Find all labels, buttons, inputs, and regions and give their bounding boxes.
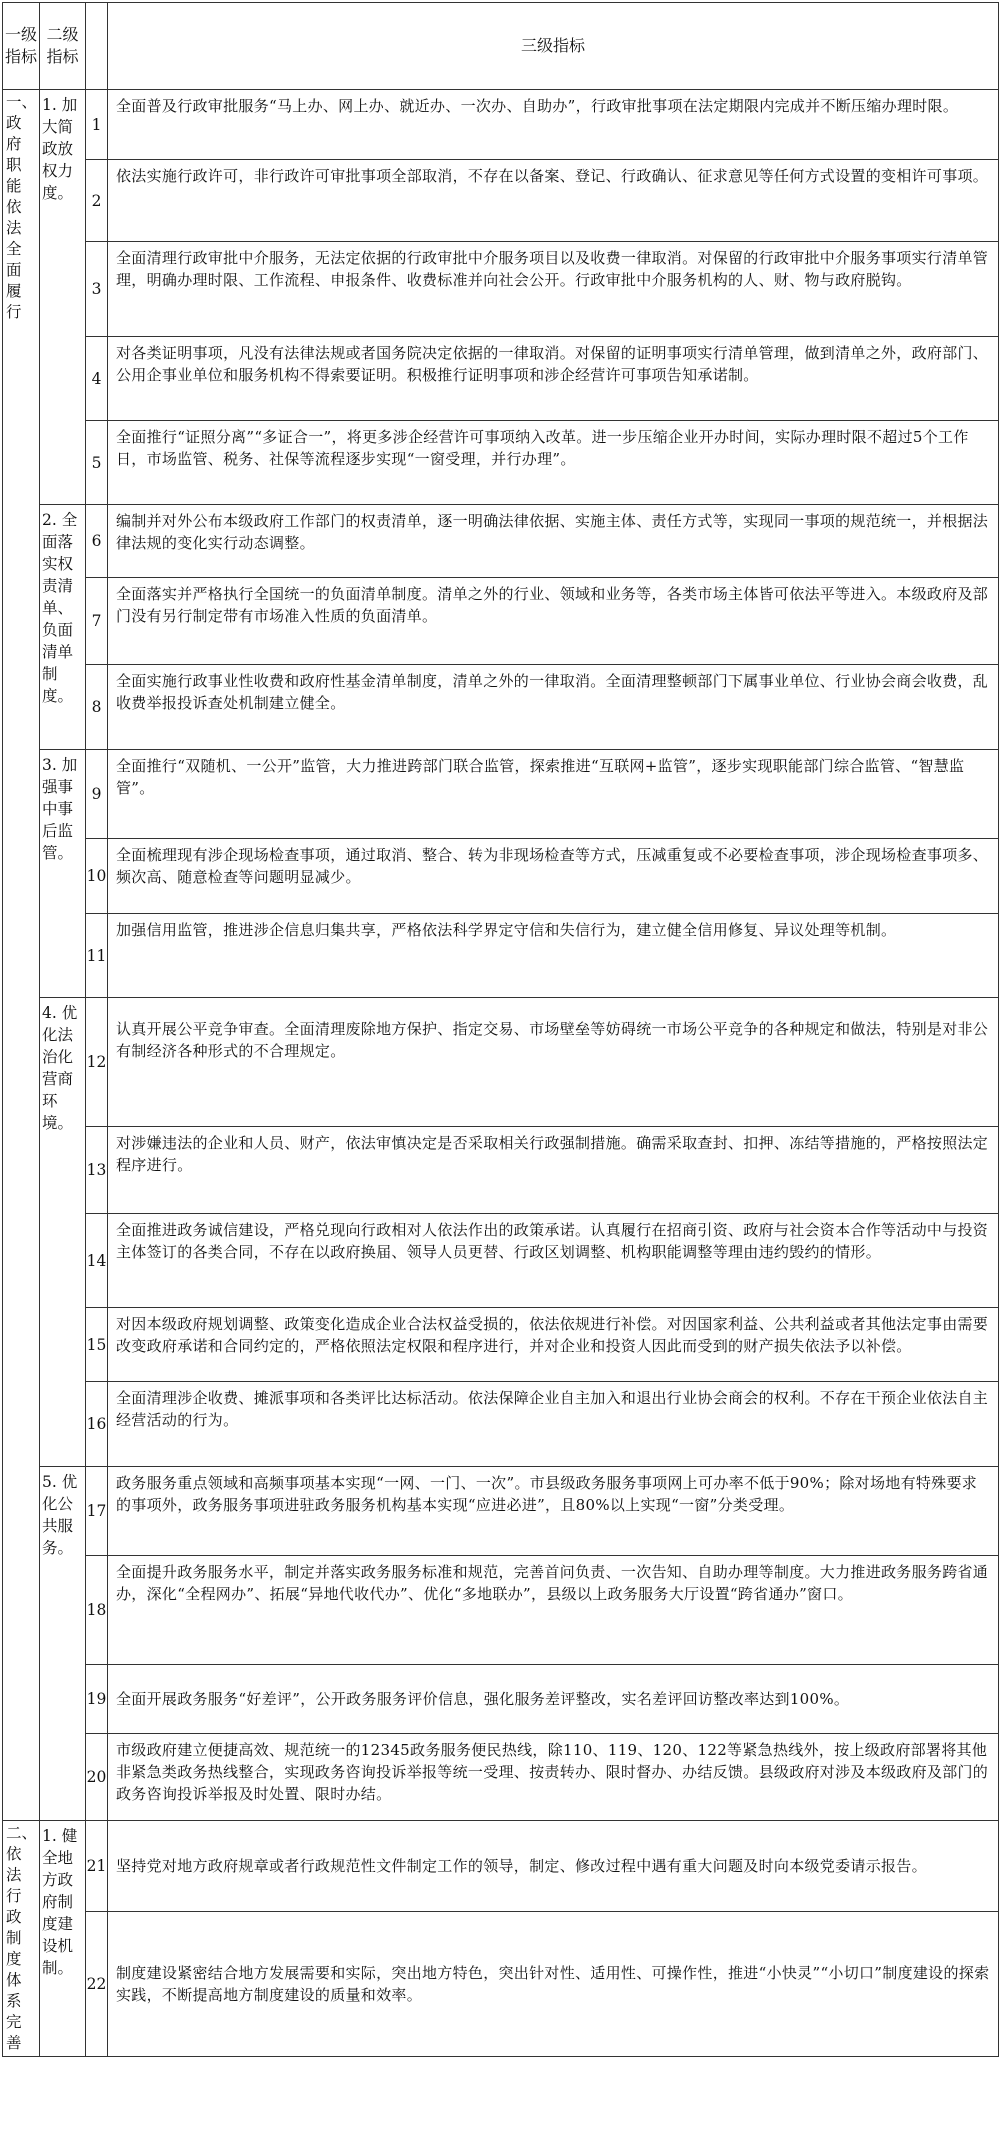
row-text: 认真开展公平竞争审查。全面清理废除地方保护、指定交易、市场壁垒等妨碍统一市场公平竞争的各种规定和做法，特别是对非公有制经济各种形式的不合理规定。 <box>108 998 999 1127</box>
row-number: 5 <box>86 421 108 505</box>
table-row <box>3 1911 999 2056</box>
row-number: 4 <box>86 337 108 421</box>
row-number: 9 <box>86 750 108 839</box>
row-text: 全面开展政务服务“好差评”，公开政务服务评价信息，强化服务差评整改，实名差评回访整改率达到100%。 <box>108 1665 999 1734</box>
header-number <box>86 3 108 90</box>
row-number: 14 <box>86 1214 108 1308</box>
row-text: 全面提升政务服务水平，制定并落实政务服务标准和规范，完善首问负责、一次告知、自助办理等制度。大力推进政务服务跨省通办，深化“全程网办”、拓展“异地代收代办”、优化“多地联办”，县级以上政务服务大厅设置“跨省通办”窗口。 <box>108 1556 999 1665</box>
row-number: 21 <box>86 1821 108 1912</box>
table-row <box>3 160 999 242</box>
table-row <box>3 1467 999 1556</box>
row-number: 3 <box>86 242 108 337</box>
table-row <box>3 1127 999 1214</box>
table-row <box>3 1734 999 1821</box>
level2-cell: 3. 加强事中事后监管。 <box>40 750 86 998</box>
row-text: 全面推行“双随机、一公开”监管，大力推进跨部门联合监管，探索推进“互联网+监管”，逐步实现职能部门综合监管、“智慧监管”。 <box>108 750 999 839</box>
table-row <box>3 1382 999 1467</box>
row-number: 13 <box>86 1127 108 1214</box>
header-level3: 三级指标 <box>108 3 999 90</box>
table-row <box>3 505 999 578</box>
row-text: 全面清理行政审批中介服务，无法定依据的行政审批中介服务项目以及收费一律取消。对保留的行政审批中介服务事项实行清单管理，明确办理时限、工作流程、申报条件、收费标准并向社会公开。行政审批中介服务机构的人、财、物与政府脱钩。 <box>108 242 999 337</box>
table-row <box>3 839 999 914</box>
row-number: 17 <box>86 1467 108 1556</box>
table-row <box>3 242 999 337</box>
level2-cell: 2. 全面落实权责清单、负面清单制度。 <box>40 505 86 750</box>
row-text: 政务服务重点领域和高频事项基本实现“一网、一门、一次”。市县级政务服务事项网上可办率不低于90%；除对场地有特殊要求的事项外，政务服务事项进驻政务服务机构基本实现“应进必进”，且80%以上实现“一窗”分类受理。 <box>108 1467 999 1556</box>
row-text: 全面推行“证照分离”“多证合一”，将更多涉企经营许可事项纳入改革。进一步压缩企业开办时间，实际办理时限不超过5个工作日，市场监管、税务、社保等流程逐步实现“一窗受理，并行办理”。 <box>108 421 999 505</box>
row-text: 全面清理涉企收费、摊派事项和各类评比达标活动。依法保障企业自主加入和退出行业协会商会的权利。不存在干预企业依法自主经营活动的行为。 <box>108 1382 999 1467</box>
row-number: 12 <box>86 998 108 1127</box>
row-text: 全面落实并严格执行全国统一的负面清单制度。清单之外的行业、领域和业务等，各类市场主体皆可依法平等进入。本级政府及部门没有另行制定带有市场准入性质的负面清单。 <box>108 578 999 665</box>
indicator-table <box>2 2 999 2057</box>
row-text: 对涉嫌违法的企业和人员、财产，依法审慎决定是否采取相关行政强制措施。确需采取查封、扣押、冻结等措施的，严格按照法定程序进行。 <box>108 1127 999 1214</box>
row-text: 对因本级政府规划调整、政策变化造成企业合法权益受损的，依法依规进行补偿。对因国家利益、公共利益或者其他法定事由需要改变政府承诺和合同约定的，严格依照法定权限和程序进行，并对企业和投资人因此而受到的财产损失依法予以补偿。 <box>108 1308 999 1382</box>
row-text: 坚持党对地方政府规章或者行政规范性文件制定工作的领导，制定、修改过程中遇有重大问题及时向本级党委请示报告。 <box>108 1821 999 1912</box>
table-row <box>3 998 999 1127</box>
level2-cell: 4. 优化法治化营商环境。 <box>40 998 86 1467</box>
level1-cell: 二、依法行政制度体系完善 <box>3 1821 40 2057</box>
row-number: 8 <box>86 665 108 750</box>
row-number: 16 <box>86 1382 108 1467</box>
header-level1: 一级指标 <box>3 3 40 90</box>
table-row <box>3 421 999 505</box>
row-text: 全面推进政务诚信建设，严格兑现向行政相对人依法作出的政策承诺。认真履行在招商引资、政府与社会资本合作等活动中与投资主体签订的各类合同，不存在以政府换届、领导人员更替、行政区划调整、机构职能调整等理由违约毁约的情形。 <box>108 1214 999 1308</box>
row-number: 10 <box>86 839 108 914</box>
table-row <box>3 750 999 839</box>
table-row <box>3 914 999 998</box>
row-text: 加强信用监管，推进涉企信息归集共享，严格依法科学界定守信和失信行为，建立健全信用修复、异议处理等机制。 <box>108 914 999 998</box>
row-text: 全面普及行政审批服务“马上办、网上办、就近办、一次办、自助办”，行政审批事项在法定期限内完成并不断压缩办理时限。 <box>108 90 999 160</box>
row-number: 11 <box>86 914 108 998</box>
row-text: 对各类证明事项，凡没有法律法规或者国务院决定依据的一律取消。对保留的证明事项实行清单管理，做到清单之外，政府部门、公用企事业单位和服务机构不得索要证明。积极推行证明事项和涉企经营许可事项告知承诺制。 <box>108 337 999 421</box>
table-row <box>3 1821 999 1912</box>
level2-cell: 5. 优化公共服务。 <box>40 1467 86 1821</box>
table-row <box>3 1214 999 1308</box>
row-number: 19 <box>86 1665 108 1734</box>
table-row <box>3 1665 999 1734</box>
level2-cell: 1. 健全地方政府制度建设机制。 <box>40 1821 86 2057</box>
row-number: 22 <box>86 1911 108 2056</box>
table-row <box>3 1308 999 1382</box>
table-row <box>3 1556 999 1665</box>
level1-cell: 一、政府职能依法全面履行 <box>3 90 40 1821</box>
row-number: 20 <box>86 1734 108 1821</box>
row-number: 15 <box>86 1308 108 1382</box>
level2-cell: 1. 加大简政放权力度。 <box>40 90 86 505</box>
row-number: 6 <box>86 505 108 578</box>
header-level2: 二级指标 <box>40 3 86 90</box>
row-number: 2 <box>86 160 108 242</box>
table-row <box>3 665 999 750</box>
table-row <box>3 90 999 160</box>
row-text: 全面梳理现有涉企现场检查事项，通过取消、整合、转为非现场检查等方式，压减重复或不必要检查事项，涉企现场检查事项多、频次高、随意检查等问题明显减少。 <box>108 839 999 914</box>
row-text: 市级政府建立便捷高效、规范统一的12345政务服务便民热线，除110、119、120、122等紧急热线外，按上级政府部署将其他非紧急类政务热线整合，实现政务咨询投诉举报等统一受理、按责转办、限时督办、办结反馈。县级政府对涉及本级政府及部门的政务咨询投诉举报及时处置、限时办结。 <box>108 1734 999 1821</box>
row-number: 18 <box>86 1556 108 1665</box>
header-row <box>3 3 999 90</box>
row-number: 7 <box>86 578 108 665</box>
row-text: 全面实施行政事业性收费和政府性基金清单制度，清单之外的一律取消。全面清理整顿部门下属事业单位、行业协会商会收费，乱收费举报投诉查处机制建立健全。 <box>108 665 999 750</box>
table-row <box>3 578 999 665</box>
row-text: 制度建设紧密结合地方发展需要和实际，突出地方特色，突出针对性、适用性、可操作性，推进“小快灵”“小切口”制度建设的探索实践，不断提高地方制度建设的质量和效率。 <box>108 1911 999 2056</box>
row-text: 编制并对外公布本级政府工作部门的权责清单，逐一明确法律依据、实施主体、责任方式等，实现同一事项的规范统一，并根据法律法规的变化实行动态调整。 <box>108 505 999 578</box>
row-number: 1 <box>86 90 108 160</box>
table-row <box>3 337 999 421</box>
row-text: 依法实施行政许可，非行政许可审批事项全部取消，不存在以备案、登记、行政确认、征求意见等任何方式设置的变相许可事项。 <box>108 160 999 242</box>
